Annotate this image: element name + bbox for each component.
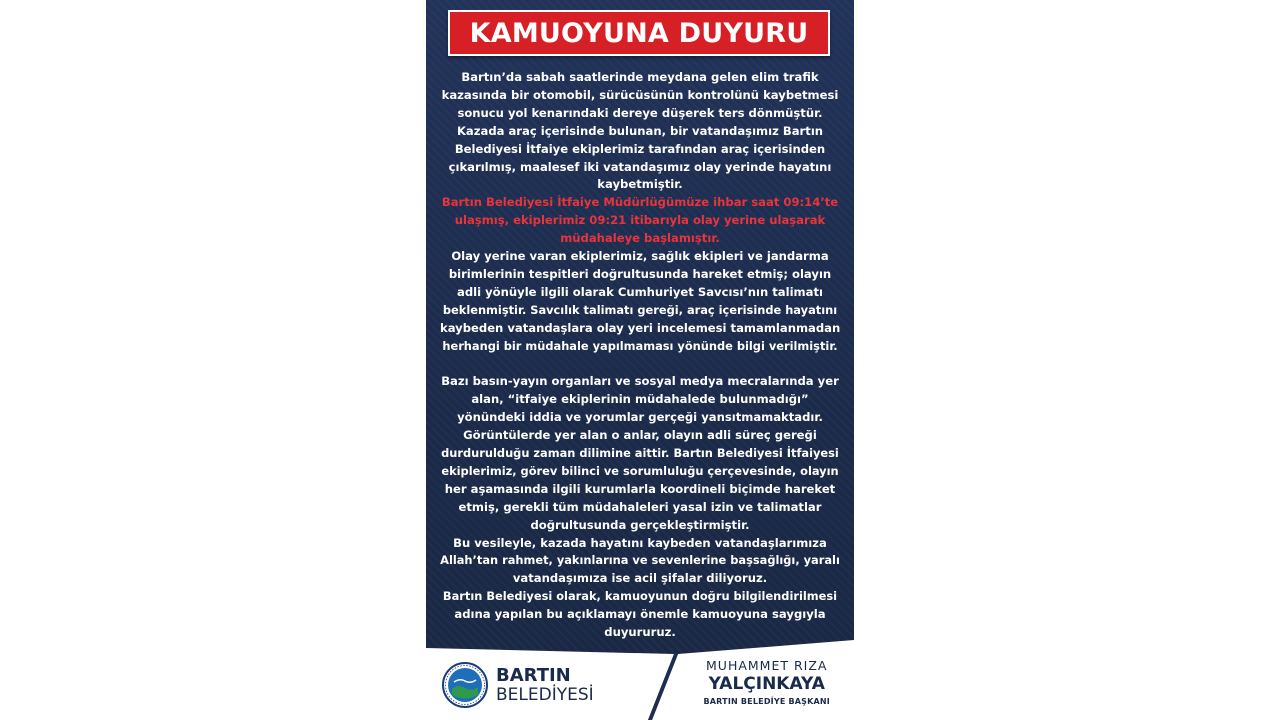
logo-line-2: BELEDİYESİ — [496, 684, 594, 705]
body-text-line: kaybeden vatandaşlara olay yeri incelemesi tamamlanmadan — [440, 320, 841, 335]
body-text-line: kaybetmiştir. — [597, 177, 683, 192]
body-text-line: Belediyesi İtfaiye ekiplerimiz tarafından araç içerisinden — [454, 141, 826, 156]
body-text-line: birimlerinin tespitleri doğrultusunda hareket etmiş; olayın — [448, 266, 832, 281]
logo-line-1: BARTIN — [496, 664, 571, 686]
signer-last-name: YALÇINKAYA — [708, 674, 825, 694]
body-text-line: Bu vesileyle, kazada hayatını kaybeden vatandaşlarımıza — [453, 535, 827, 550]
signature-block — [703, 658, 830, 706]
body-text-line: Bazı basın-yayın organları ve sosyal medya mecralarında yer — [441, 374, 839, 389]
body-text-line: Bartın Belediyesi olarak, kamuoyunun doğru bilgilendirilmesi — [442, 589, 838, 604]
page-title: KAMUOYUNA DUYURU — [469, 17, 809, 49]
body-text-line: kazasında bir otomobil, sürücüsünün kontrolünü kaybetmesi — [441, 87, 839, 102]
body-text-line: adli yönüyle ilgili olarak Cumhuriyet Savcısı’nın talimatı — [457, 284, 823, 299]
body-text-line: adına yapılan bu açıklamayı önemle kamuoyuna saygıyla — [454, 607, 826, 622]
municipality-seal-icon — [442, 662, 488, 708]
body-text-line: Görüntülerde yer alan o anlar, olayın adli süreç gereği — [463, 428, 817, 443]
body-text-line: ekiplerimiz, görev bilinci ve sorumluluğu çerçevesinde, olayın — [441, 463, 839, 478]
logo-wordmark — [496, 664, 594, 705]
body-text-line: etmiş, gerekli tüm müdahaleleri yasal izin ve talimatlar — [458, 499, 822, 514]
body-text-line: alan, “itfaiye ekiplerinin müdahalede bulunmadığı” — [471, 392, 809, 407]
body-text-line: doğrultusunda gerçekleştirmiştir. — [530, 517, 750, 532]
body-text-line: durdurulduğu zaman dilimine aittir. Bartın Belediyesi İtfaiyesi — [441, 446, 839, 461]
body-text-line: yönündeki iddia ve yorumlar gerçeği yansıtmamaktadır. — [457, 410, 823, 425]
municipality-logo — [442, 662, 594, 708]
announcement-body — [440, 69, 840, 642]
body-text-line: her aşamasında ilgili kurumlarla koordineli biçimde hareket — [444, 481, 836, 496]
body-text-line: Bartın’da sabah saatlerinde meydana gelen elim trafik — [461, 70, 819, 84]
footer — [426, 640, 854, 720]
body-text-line: duyururuz. — [604, 625, 676, 640]
announcement-poster — [426, 0, 854, 720]
title-banner — [448, 10, 830, 56]
highlight-text-line: müdahaleye başlamıştır. — [560, 231, 720, 246]
body-text-line: beklenmiştir. Savcılık talimatı gereği, araç içerisinde hayatını — [442, 302, 838, 317]
body-text-line: Kazada araç içerisinde bulunan, bir vatandaşımız Bartın — [456, 123, 824, 138]
body-text-line: Allah’tan rahmet, yakınlarına ve sevenlerine başsağlığı, yaralı — [440, 553, 840, 568]
highlight-text-line: Bartın Belediyesi İtfaiye Müdürlüğümüze ihbar saat 09:14’te — [441, 195, 839, 210]
paragraph-gap — [440, 356, 840, 374]
highlight-text-line: ulaşmış, ekiplerimiz 09:21 itibarıyla olay yerine ulaşarak — [454, 213, 826, 228]
body-text-line: vatandaşımıza ise acil şifalar diliyoruz. — [512, 571, 768, 586]
body-text-line: herhangi bir müdahale yapılmaması yönünde bilgi verilmiştir. — [442, 338, 838, 353]
body-text-line: sonucu yol kenarındaki dereye düşerek ters dönmüştür. — [457, 105, 823, 120]
body-text-line: çıkarılmış, maalesef iki vatandaşımız olay yerinde hayatını — [448, 159, 832, 174]
body-text-line: Olay yerine varan ekiplerimiz, sağlık ekipleri ve jandarma — [451, 249, 829, 264]
signer-title: BARTIN BELEDİYE BAŞKANI — [703, 697, 830, 706]
signer-first-name: MUHAMMET RIZA — [706, 658, 828, 673]
